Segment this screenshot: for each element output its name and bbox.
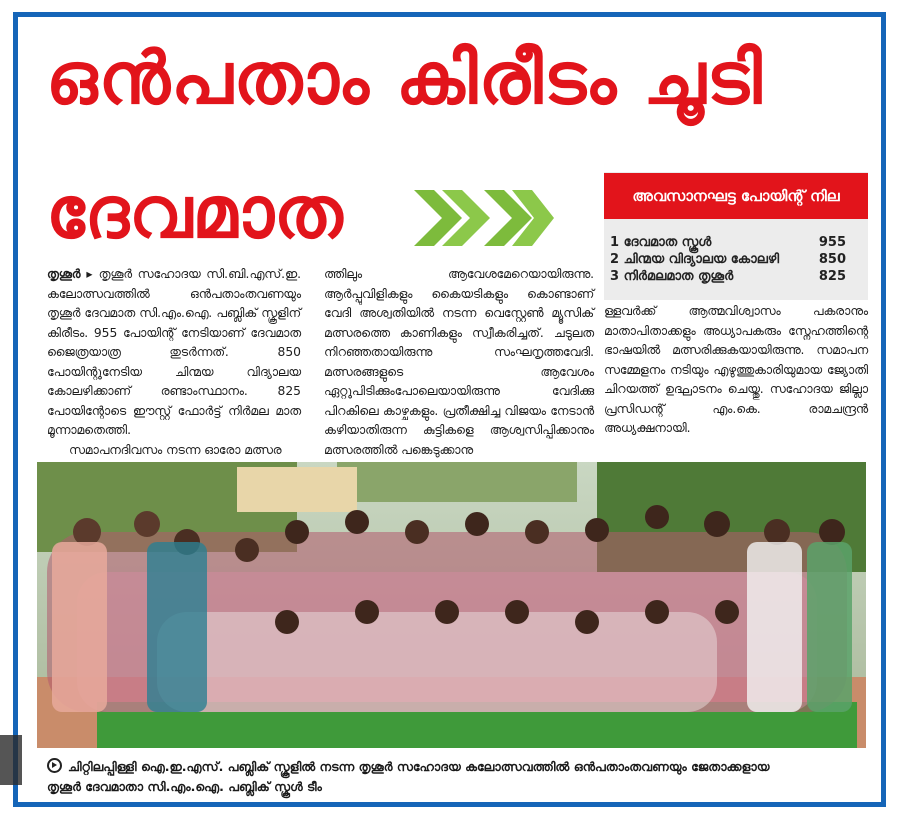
- article-column-2: [324, 265, 594, 460]
- points-row-value: 825: [818, 269, 846, 284]
- edge-shadow: [0, 735, 22, 785]
- article-text: ത്തിലും ആവേശമേറെയായിരുന്നു. ആർപ്പുവിളികളും കൈയടികളും കൊണ്ടാണ് വേദി അശ്വതിയിൽ നടന്ന വെസ്റ്റേൺ മ്യൂസിക് മത്സരത്തെ കാണികളും സ്വീകരിച്ചത്. ചടുലത നിറഞ്ഞതായിരുന്നു സംഘനൃത്തവേദി. മത്സരങ്ങളുടെ ആവേശം ഏറ്റുപിടിക്കുംപോലെയായിരുന്നു വേദിക്കു പിറകിലെ കാഴ്ചകളും. പ്രതീക്ഷിച്ച വിജയം നേടാൻ കഴിയാതിരുന്ന കുട്ടികളെ ആശ്വസിപ്പിക്കാനും മത്സരത്തിൽ പങ്കെടുക്കാനു: [324, 267, 594, 457]
- points-row-value: 850: [818, 252, 846, 267]
- caption-line-1: ചിറ്റിലപ്പിള്ളി ഐ.ഇ.എസ്. പബ്ലിക് സ്കൂളിൽ നടന്ന തൃശൂർ സഹോദയ കലോത്സവത്തിൽ ഒൻപതാംതവണയും ജേതാക്കളായ: [68, 759, 770, 774]
- points-row-name: 3 നിർമലമാത തൃശൂർ: [610, 269, 734, 284]
- article-column-1: തൃശൂർ ▸ തൃശൂർ സഹോദയ സി.ബി.എസ്.ഇ. കലോത്സവത്തിൽ ഒൻപതാംതവണയും തൃശൂർ ദേവമാത സി.എം.ഐ. പബ്ലിക് സ്കൂളിന് കിരീടം. 955 പോയിന്റ് നേടിയാണ് ദേവമാത ജൈത്രയാത്ര തുടർന്നത്. 850 പോയിന്റുനേടിയ ചിന്മയ വിദ്യാലയ കോലഴിക്കാണ് രണ്ടാംസ്ഥാനം. 825 പോയിന്റോടെ ഈസ്റ്റ് ഫോർട്ട് നിർമല മാത മൂന്നാമതെത്തി. സമാപനദിവസം നടന്ന ഓരോ മത്സര: [47, 265, 301, 460]
- people: [47, 505, 852, 712]
- points-row-name: 1 ദേവമാത സ്കൂൾ: [610, 235, 712, 250]
- points-row-value: 955: [818, 235, 846, 250]
- headline-line-2: ദേവമാത: [46, 170, 343, 254]
- article-text: ള്ളവർക്ക് ആത്മവിശ്വാസം പകരാനും മാതാപിതാക്കളും അധ്യാപകരും സ്നേഹത്തിന്റെ ഭാഷയിൽ മത്സരിക്കുകയായിരുന്നു. സമാപന സമ്മേളനം നടിയും എഴുത്തുകാരിയുമായ ജ്യോതി ചിറയത്ത് ഉദ്ഘാടനം ചെയ്തു. സഹോദയ ജില്ലാ പ്രസിഡന്റ് എം.കെ. രാമചന്ദ്രൻ അധ്യക്ഷനായി.: [604, 304, 868, 435]
- points-row: [610, 269, 860, 284]
- dateline: തൃശൂർ: [47, 267, 81, 281]
- double-chevron-icon: [414, 190, 554, 246]
- points-row: [610, 235, 860, 250]
- photo-caption: [47, 757, 847, 797]
- article-text: തൃശൂർ സഹോദയ സി.ബി.എസ്.ഇ. കലോത്സവത്തിൽ ഒൻപതാംതവണയും തൃശൂർ ദേവമാത സി.എം.ഐ. പബ്ലിക് സ്കൂളിന് കിരീടം. 955 പോയിന്റ് നേടിയാണ് ദേവമാത ജൈത്രയാത്ര തുടർന്നത്. 850 പോയിന്റുനേടിയ ചിന്മയ വിദ്യാലയ കോലഴിക്കാണ് രണ്ടാംസ്ഥാനം. 825 പോയിന്റോടെ ഈസ്റ്റ് ഫോർട്ട് നിർമല മാത മൂന്നാമതെത്തി.: [47, 267, 301, 437]
- points-row: [610, 252, 860, 267]
- article-column-3: [604, 302, 868, 439]
- headline-line-1: ഒൻപതാം കിരീടം ചൂടി: [46, 36, 763, 120]
- points-row-name: 2 ചിന്മയ വിദ്യാലയ കോലഴി: [610, 252, 780, 267]
- group-photo: [37, 462, 866, 748]
- play-circle-icon: [47, 758, 62, 773]
- article-text: സമാപനദിവസം നടന്ന ഓരോ മത്സര: [69, 442, 282, 457]
- points-table-title: അവസാനഘട്ട പോയിന്റ് നില: [604, 173, 868, 219]
- caption-line-2: തൃശൂർ ദേവമാതാ സി.എം.ഐ. പബ്ലിക് സ്കൂൾ ടീം: [47, 779, 322, 794]
